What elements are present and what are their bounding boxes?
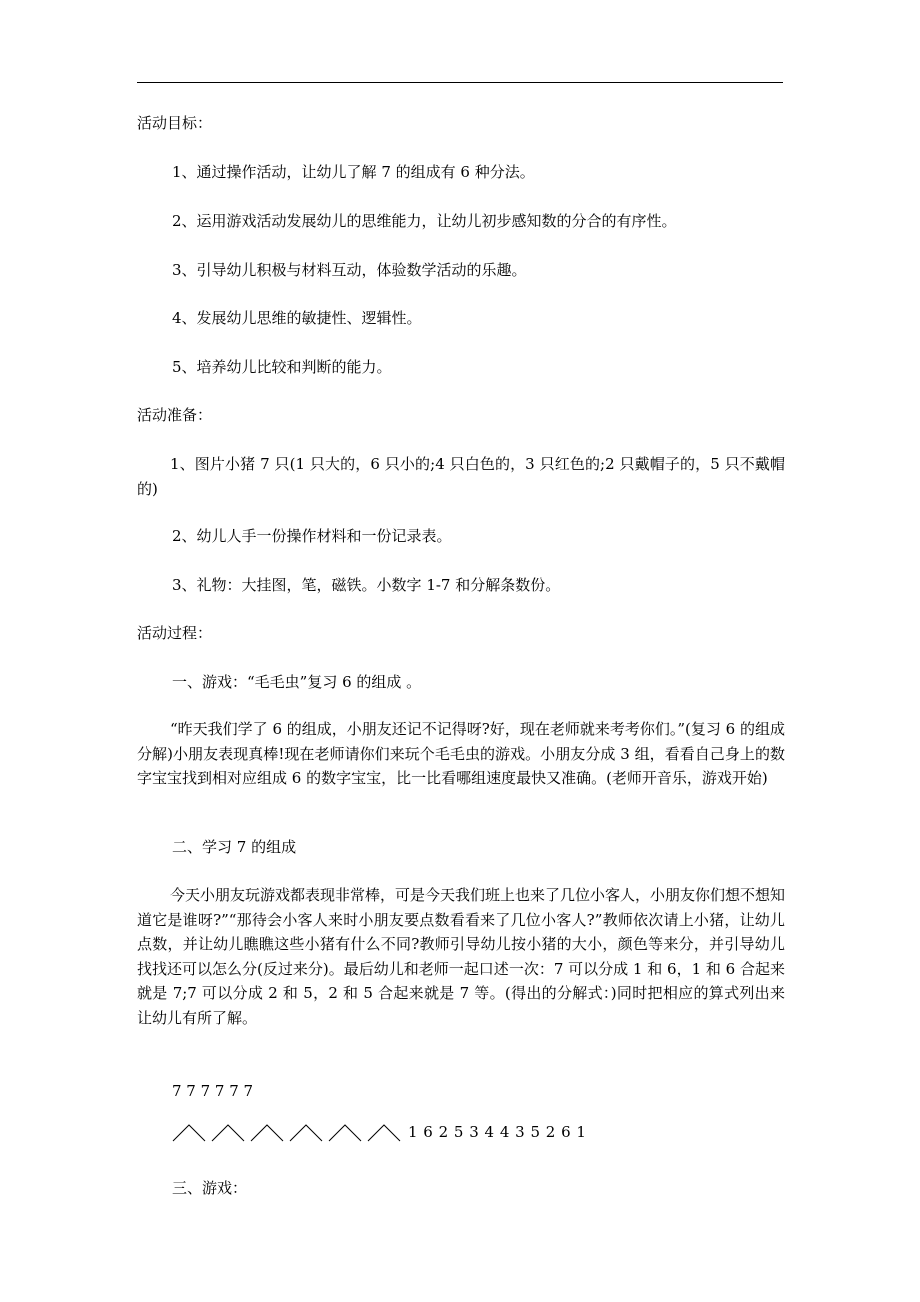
caret-icon [172,1122,206,1142]
caret-icon [211,1122,245,1142]
goal-item-5: 5、培养幼儿比较和判断的能力。 [172,358,392,376]
prep-heading: 活动准备： [137,406,213,424]
prep-item-1: 1、图片小猪 7 只(1 只大的，6 只小的;4 只白色的，3 只红色的;2 只戴帽子的，5 只不戴帽的) [137,455,785,498]
caret-icon [289,1122,323,1142]
header-rule [137,82,783,83]
step1-paragraph: “昨天我们学了 6 的组成，小朋友还记不记得呀?好，现在老师就来考考你们。”(复习 6 的组成分解)小朋友表现真棒!现在老师请你们来玩个毛毛虫的游戏。小朋友分成 3 组，看看自己身上的数字宝宝找到相对应组成 6 的数字宝宝，比一比看哪组速度最快又准确。(老师开音乐，游戏开始) [137,720,785,787]
prep-item-3: 3、礼物：大挂图，笔，磁铁。小数字 1-7 和分解条数份。 [172,576,561,594]
goal-item-3: 3、引导幼儿积极与材料互动，体验数学活动的乐趣。 [172,261,527,279]
step2-paragraph: 今天小朋友玩游戏都表现非常棒，可是今天我们班上也来了几位小客人，小朋友你们想不想知道它是谁呀?”“那待会小客人来时小朋友要点数看看来了几位小客人?”教师依次请上小猪，让幼儿点数，并让幼儿瞧瞧这些小猪有什么不同?教师引导幼儿按小猪的大小，颜色等来分，并引导幼儿找找还可以怎么分(反过来分)。最后幼儿和老师一起口述一次：7 可以分成 1 和 6，1 和 6 合起来就是 7;7 可以分成 2 和 5，2 和 5 合起来就是 7 等。(得出的分解式：)同时把相应的算式列出来让幼儿有所了解。 [137,886,786,1027]
step1-title: 一、游戏：“毛毛虫”复习 6 的组成 。 [172,673,422,691]
goal-item-4: 4、发展幼儿思维的敏捷性、逻辑性。 [172,309,422,327]
caret-icon [328,1122,362,1142]
goals-heading: 活动目标： [137,114,213,132]
decomposition-numbers: 1 6 2 5 3 4 4 3 5 2 6 1 [408,1123,587,1141]
caret-icon [367,1122,401,1142]
goal-item-1: 1、通过操作活动，让幼儿了解 7 的组成有 6 种分法。 [172,163,535,181]
caret-icon [250,1122,284,1142]
prep-item-2: 2、幼儿人手一份操作材料和一份记录表。 [172,527,452,545]
process-heading: 活动过程： [137,624,213,642]
step3-title: 三、游戏： [172,1179,248,1197]
sevens-row: 7 7 7 7 7 7 [172,1082,254,1100]
decomposition-row [172,1120,586,1144]
goal-item-2: 2、运用游戏活动发展幼儿的思维能力，让幼儿初步感知数的分合的有序性。 [172,212,677,230]
step2-title: 二、学习 7 的组成 [172,838,297,856]
